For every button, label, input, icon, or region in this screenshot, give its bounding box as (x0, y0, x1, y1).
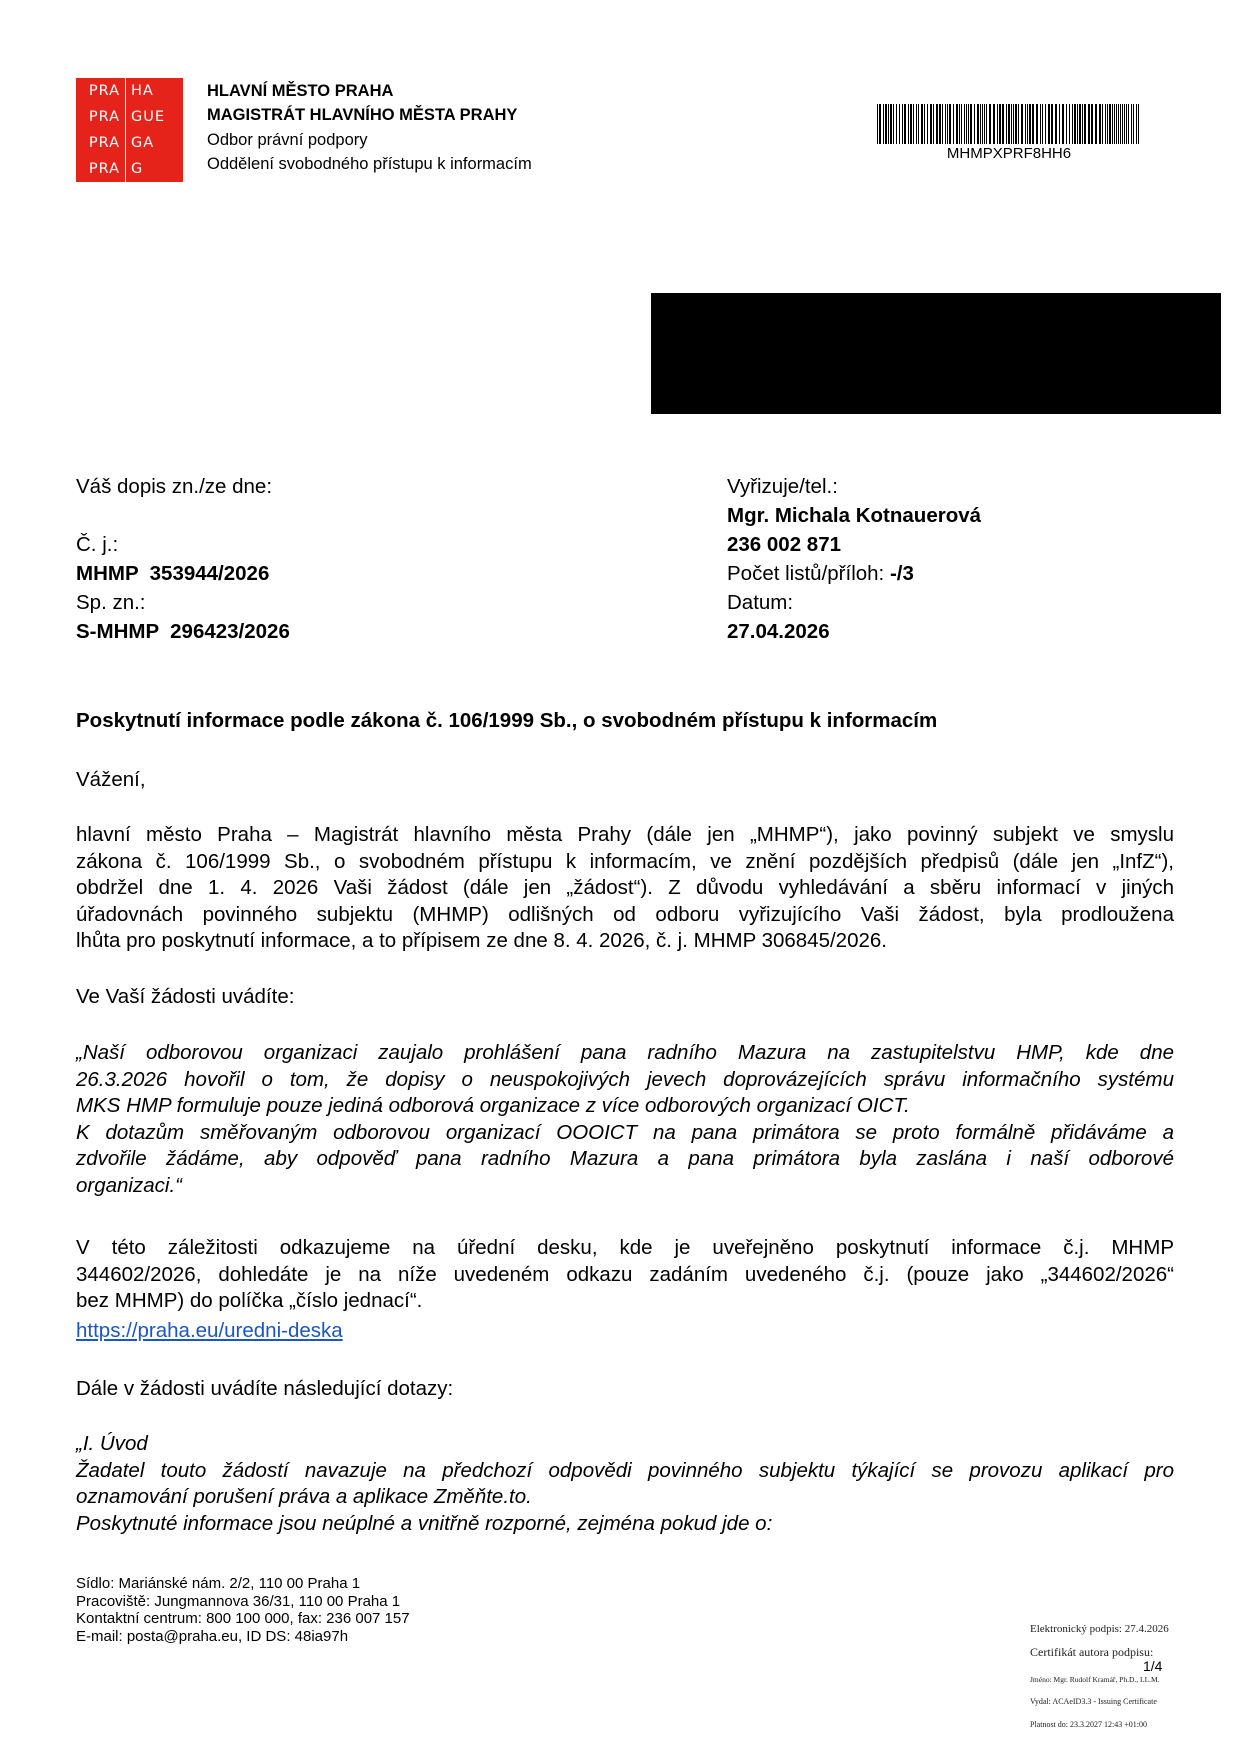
praha-logo (76, 78, 183, 182)
barcode-bar (916, 104, 917, 144)
barcode-bar (927, 104, 928, 144)
logo-left-3: PRA (76, 130, 126, 156)
signature-cert-label: Certifikát autora podpisu: (1030, 1645, 1154, 1659)
barcode-bar (945, 104, 946, 144)
logo-right-2: GUE (131, 109, 166, 125)
barcode-bar (1055, 104, 1057, 144)
barcode-bar (1025, 104, 1026, 144)
paragraph-reference (76, 1235, 1174, 1315)
letter-ref-label: Váš dopis zn./ze dne: (76, 475, 273, 498)
barcode-bar (936, 104, 938, 144)
barcode-bar (1036, 104, 1038, 144)
signature-issuer: Vydal: ACAeID3.3 - Issuing Certificate (1030, 1697, 1157, 1706)
date-value: 27.04.2026 (727, 620, 830, 643)
barcode-bar (930, 104, 932, 144)
cj-value: MHMP 353944/2026 (76, 562, 270, 585)
pages-label: Počet listů/příloh: (727, 562, 890, 585)
barcode-bar (961, 104, 962, 144)
barcode-bar (877, 104, 878, 144)
header-section: Oddělení svobodného přístupu k informacím (207, 155, 532, 173)
barcode-bar (1114, 104, 1115, 144)
logo-right-4: G (131, 161, 144, 177)
barcode-bar (1059, 104, 1060, 144)
quote-line: 26.3.2026 hovořil o tom, že dopisy o neuspokojivých jevech doprovázejících správu informačního systému (76, 1067, 1174, 1091)
barcode-bar (1105, 104, 1106, 144)
barcode-bar (921, 104, 923, 144)
barcode-bar (896, 104, 897, 144)
subject-line: Poskytnutí informace podle zákona č. 106/1999 Sb., o svobodném přístupu k informacím (76, 709, 938, 732)
quote-line: „Naší odborovou organizaci zaujalo prohlášení pana radního Mazura na zastupitelstvu HMP, kde dne (76, 1041, 1174, 1064)
barcode-bar (1079, 104, 1081, 144)
barcode-bar (1102, 104, 1103, 144)
quote-line: zdvořile žádáme, aby odpověď pana radního Mazura a pana primátora byla zaslána i naší odborové (76, 1147, 1174, 1170)
barcode-bar (1008, 104, 1010, 144)
barcode-bar (890, 104, 892, 144)
barcode-bar (980, 104, 981, 144)
barcode-bar (1091, 104, 1093, 144)
barcode-bar (883, 104, 884, 144)
barcode-bar (956, 104, 958, 144)
header-magistrate: MAGISTRÁT HLAVNÍHO MĚSTA PRAHY (207, 106, 518, 124)
footer-contact: Kontaktní centrum: 800 100 000, fax: 236 007 157 (76, 1610, 410, 1627)
barcode-bar (924, 104, 925, 144)
quote-line: „I. Úvod (76, 1432, 148, 1455)
pages-value: -/3 (889, 562, 914, 585)
barcode-bar (1021, 104, 1023, 144)
barcode-bar (1032, 104, 1034, 144)
barcode-bar (964, 104, 965, 144)
questions-intro: Dále v žádosti uvádíte následující dotazy: (76, 1377, 454, 1400)
barcode-bar (1072, 104, 1073, 144)
signature-date: Elektronický podpis: 27.4.2026 (1030, 1623, 1169, 1635)
barcode-bar (1002, 104, 1004, 144)
barcode-bar (1018, 104, 1019, 144)
page-number: 1/4 (1143, 1658, 1163, 1674)
footer-workplace: Pracoviště: Jungmannova 36/31, 110 00 Praha 1 (76, 1592, 401, 1610)
paragraph-line: hlavní město Praha – Magistrát hlavního města Prahy (dále jen „MHMP“), jako povinný subjekt ve smyslu (76, 823, 1174, 846)
barcode-bar (982, 104, 983, 144)
barcode-bar (1138, 104, 1139, 144)
barcode-bar (1074, 104, 1076, 144)
request-intro: Ve Vaší žádosti uvádíte: (76, 985, 295, 1008)
barcode-bar (1120, 104, 1121, 144)
barcode-bar (989, 104, 991, 144)
barcode-bar (879, 104, 881, 144)
logo-left-2: PRA (76, 104, 126, 130)
barcode-bar (918, 104, 919, 144)
barcode-bar (893, 104, 894, 144)
header-city: HLAVNÍ MĚSTO PRAHA (207, 82, 394, 100)
barcode-bar (1048, 104, 1050, 144)
quote-line: organizaci.“ (76, 1173, 182, 1197)
barcode-bar (888, 104, 889, 144)
barcode-bar (1133, 104, 1134, 144)
redacted-address-block (651, 293, 1221, 414)
barcode-bar (1013, 104, 1014, 144)
barcode-bar (1066, 104, 1067, 144)
barcode-bar (910, 104, 912, 144)
paragraph-line: zákona č. 106/1999 Sb., o svobodném přístupu k informacím, ve znění pozdějších předpisů (dále jen „InfZ“), (76, 849, 1174, 873)
barcode-bar (1084, 104, 1086, 144)
barcode-bar (984, 104, 985, 144)
barcode-bar (1045, 104, 1046, 144)
pages-attachments (727, 559, 914, 588)
handler-phone: 236 002 871 (727, 533, 842, 556)
barcode-bar (977, 104, 979, 144)
barcode-bar (1077, 104, 1078, 144)
official-board-link[interactable]: https://praha.eu/uredni-deska (76, 1319, 343, 1342)
footer-address (76, 1575, 410, 1645)
barcode-bar (1051, 104, 1053, 144)
logo-right-3: GA (131, 135, 155, 151)
barcode-bar (1027, 104, 1028, 144)
logo-left-1: PRA (76, 78, 126, 104)
paragraph-line: úřadovnách povinného subjektu (MHMP) odlišných od odboru vyřizujícího Vaši žádost, byla prodloužena (76, 902, 1174, 926)
request-questions (76, 1431, 1174, 1537)
paragraph-line: obdržel dne 1. 4. 2026 Vaši žádost (dále jen „žádost“). Z důvodu vyhledávání a sběru informací v jiných (76, 876, 1174, 899)
barcode-bar (947, 104, 948, 144)
quote-line: Žadatel touto žádostí navazuje na předchozí odpovědi povinného subjektu týkající se provozu aplikací pro (76, 1458, 1174, 1482)
barcode-bar (1131, 104, 1132, 144)
barcode-bar (908, 104, 909, 144)
salutation: Vážení, (76, 768, 146, 791)
barcode-bar (1015, 104, 1017, 144)
barcode-bar (899, 104, 900, 144)
barcode-bar (1095, 104, 1097, 144)
signature-name: Jméno: Mgr. Rudolf Kramář, Ph.D., LL.M. (1030, 1675, 1160, 1684)
barcode-bar (1088, 104, 1090, 144)
barcode-bar (1040, 104, 1041, 144)
barcode-bar (933, 104, 934, 144)
barcode-text: MHMPXPRF8HH6 (946, 145, 1072, 162)
barcode (877, 104, 1141, 144)
barcode-bar (1029, 104, 1031, 144)
barcode-bar (1099, 104, 1101, 144)
barcode-bar (1118, 104, 1119, 144)
barcode-bar (902, 104, 903, 144)
paragraph-line: V této záležitosti odkazujeme na úřední desku, kde je uveřejněno poskytnutí informace č.j. MHMP (76, 1236, 1174, 1259)
barcode-bar (1126, 104, 1127, 144)
spzn-value: S-MHMP 296423/2026 (76, 620, 290, 643)
barcode-bar (970, 104, 972, 144)
quote-line: Poskytnuté informace jsou neúplné a vnitřně rozporné, zejména pokud jde o: (76, 1511, 773, 1535)
footer-seat: Sídlo: Mariánské nám. 2/2, 110 00 Praha 1 (76, 1575, 361, 1592)
barcode-bar (949, 104, 951, 144)
barcode-bar (942, 104, 943, 144)
request-quote (76, 1040, 1174, 1199)
barcode-bar (913, 104, 914, 144)
paragraph-intro (76, 822, 1174, 955)
barcode-bar (999, 104, 1001, 144)
barcode-bar (968, 104, 969, 144)
logo-right-1: HA (131, 83, 154, 99)
spzn-label: Sp. zn.: (76, 591, 146, 614)
barcode-bar (1112, 104, 1113, 144)
signature-validity: Platnost do: 23.3.2027 12:43 +01:00 (1030, 1720, 1147, 1729)
barcode-bar (1128, 104, 1129, 144)
barcode-bar (1006, 104, 1007, 144)
barcode-bar (1122, 104, 1123, 144)
quote-line: K dotazům směřovaným odborovou organizací OOOICT na pana primátora se proto formálně přidáváme a (76, 1120, 1174, 1144)
handler-name: Mgr. Michala Kotnauerová (727, 504, 982, 527)
barcode-bar (1107, 104, 1108, 144)
paragraph-line: 344602/2026, dohledáte je na níže uvedeném odkazu zadáním uvedeného č.j. (pouze jako „344602/2026“ (76, 1262, 1174, 1286)
barcode-bar (1069, 104, 1070, 144)
barcode-bar (1136, 104, 1137, 144)
barcode-bar (939, 104, 941, 144)
barcode-bar (1124, 104, 1125, 144)
barcode-bar (1082, 104, 1083, 144)
barcode-bar (1042, 104, 1043, 144)
paragraph-line: bez MHMP) do políčka „číslo jednací“. (76, 1289, 423, 1312)
barcode-bar (885, 104, 887, 144)
barcode-bar (993, 104, 995, 144)
quote-line: oznamování porušení práva a aplikace Změňte.to. (76, 1485, 532, 1508)
cj-label: Č. j.: (76, 533, 119, 556)
barcode-bar (1116, 104, 1117, 144)
header-department: Odbor právní podpory (207, 131, 368, 149)
barcode-bar (1011, 104, 1012, 144)
footer-email: E-mail: posta@praha.eu, ID DS: 48ia97h (76, 1627, 349, 1645)
barcode-bar (966, 104, 967, 144)
barcode-bar (1062, 104, 1064, 144)
handler-label: Vyřizuje/tel.: (727, 475, 838, 498)
paragraph-line: lhůta pro poskytnutí informace, a to přípisem ze dne 8. 4. 2026, č. j. MHMP 306845/2026. (76, 929, 887, 952)
barcode-bar (904, 104, 906, 144)
barcode-bar (986, 104, 987, 144)
barcode-bar (1109, 104, 1111, 144)
barcode-bar (959, 104, 960, 144)
barcode-bar (953, 104, 954, 144)
barcode-bar (997, 104, 998, 144)
quote-line: MKS HMP formuluje pouze jediná odborová organizace z více odborových organizací OICT. (76, 1094, 910, 1117)
barcode-bar (974, 104, 975, 144)
logo-left-4: PRA (76, 156, 126, 182)
date-label: Datum: (727, 591, 794, 614)
